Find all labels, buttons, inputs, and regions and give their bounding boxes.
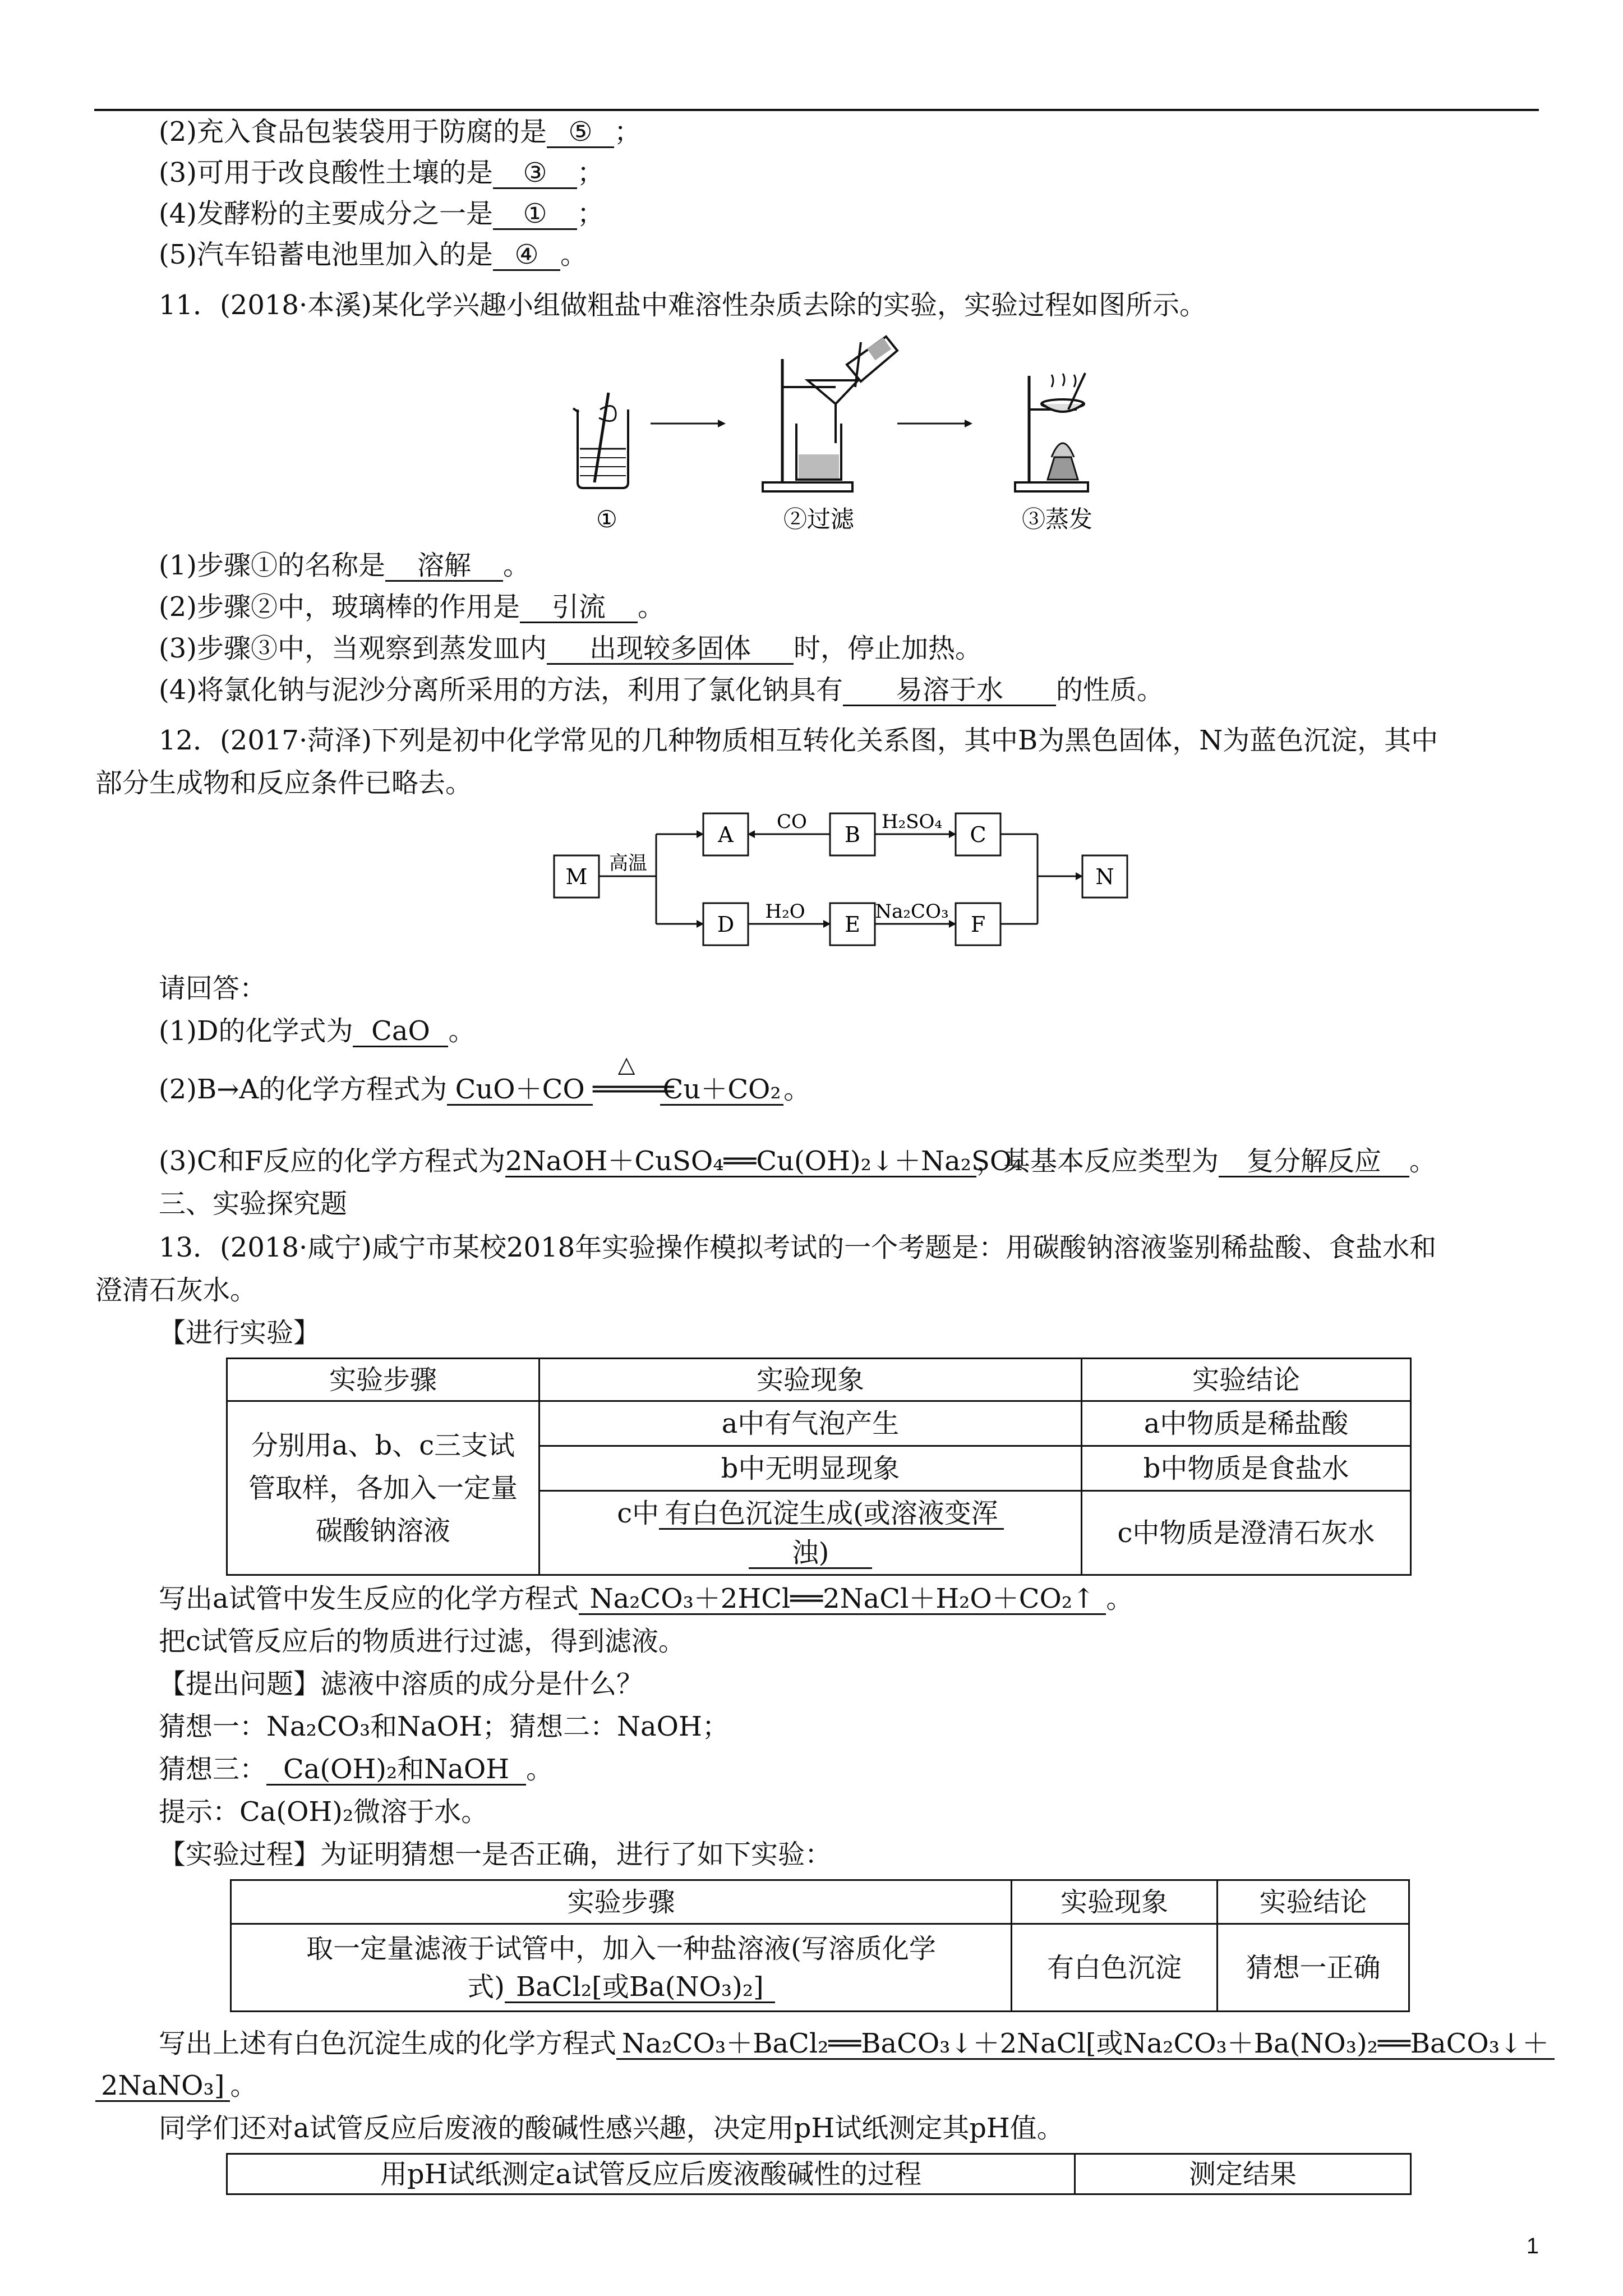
evaporation-stand-icon xyxy=(1015,373,1088,491)
t2-step-cell: 取一定量滤液于试管中，加入一种盐溶液(写溶质化学 式) BaCl₂[或Ba(NO₃)₂] xyxy=(231,1924,1012,2012)
q11-line1: (1)步骤①的名称是 溶解 。 xyxy=(159,550,531,581)
edge-label-gaowen: 高温 xyxy=(609,852,647,875)
edge-label-na2co3: Na₂CO₃ xyxy=(875,900,949,923)
q12-answer-3: 2NaOH＋CuSO₄══Cu(OH)₂↓＋Na₂SO₄ xyxy=(505,1145,1023,1177)
q12-ask: 请回答： xyxy=(159,973,267,1004)
t2-header-step: 实验步骤 xyxy=(231,1880,1012,1924)
header-rule xyxy=(94,109,1539,111)
q11-answer-1: 溶解 xyxy=(385,551,503,582)
t1-concl-b: b中物质是食盐水 xyxy=(1082,1446,1411,1491)
q13-guess-1-2: 猜想一：Na₂CO₃和NaOH；猜想二：NaOH； xyxy=(159,1711,729,1742)
t1-header-step: 实验步骤 xyxy=(227,1359,540,1401)
q12-answer-1: CaO xyxy=(353,1016,448,1047)
q12-answer-2b: Cu＋CO₂ xyxy=(660,1075,783,1106)
label-a: A xyxy=(718,822,734,847)
q13-eq-b-line1: 写出上述有白色沉淀生成的化学方程式 Na₂CO₃＋BaCl₂══BaCO₃↓＋2NaCl[或Na₂CO₃＋Ba(NO₃)₂══BaCO₃↓＋ xyxy=(159,2027,1555,2060)
filter-stand-icon xyxy=(763,337,897,491)
q13-table-2 xyxy=(230,1879,1410,2012)
q12-answer-2a: CuO＋CO xyxy=(447,1075,593,1106)
q11-answer-3: 出现较多固体 xyxy=(547,634,794,665)
q13-answer-eq-b-2: 2NaNO₃] xyxy=(95,2071,230,2102)
edge-label-h2so4: H₂SO₄ xyxy=(881,811,943,833)
t2-answer-step: BaCl₂[或Ba(NO₃)₂] xyxy=(505,1972,775,2003)
fig-label-3: ③蒸发 xyxy=(1021,505,1093,533)
label-f: F xyxy=(970,912,986,937)
t1-step-cell: 分别用a、b、c三支试 管取样，各加入一定量 碳酸钠溶液 xyxy=(227,1401,540,1575)
q13-heading-experiment: 【进行实验】 xyxy=(159,1317,321,1349)
q10-answer-2: ⑤ xyxy=(547,117,614,148)
q13-answer-eq-b-1: Na₂CO₃＋BaCl₂══BaCO₃↓＋2NaCl[或Na₂CO₃＋Ba(NO₃)₂══BaCO₃↓＋ xyxy=(616,2029,1555,2060)
q11-line3: (3)步骤③中，当观察到蒸发皿内 出现较多固体 时，停止加热。 xyxy=(159,633,983,664)
q11-stem: 11．(2018·本溪)某化学兴趣小组做粗盐中难溶性杂质去除的实验，实验过程如图所示。 xyxy=(159,289,1206,321)
q10-line3: (3)可用于改良酸性土壤的是 ③ ； xyxy=(159,157,605,188)
q13-eq-b-line2: 2NaNO₃] 。 xyxy=(95,2069,257,2102)
q13-guess-3: 猜想三： Ca(OH)₂和NaOH 。 xyxy=(159,1754,554,1785)
q10-answer-3: ③ xyxy=(493,158,577,189)
q10-line4: (4)发酵粉的主要成分之一是 ① ； xyxy=(159,198,605,229)
q11-line2: (2)步骤②中，玻璃棒的作用是 引流 。 xyxy=(159,591,665,623)
q13-process: 【实验过程】为证明猜想一是否正确，进行了如下实验： xyxy=(159,1839,832,1870)
q13-answer-eq-a: Na₂CO₃＋2HCl══2NaCl＋H₂O＋CO₂↑ xyxy=(579,1584,1106,1615)
q10-line5: (5)汽车铅蓄电池里加入的是 ④ 。 xyxy=(159,239,588,270)
label-c: C xyxy=(970,822,986,847)
q13-question: 【提出问题】滤液中溶质的成分是什么？ xyxy=(159,1668,644,1700)
label-d: D xyxy=(717,912,735,937)
t1-concl-c: c中物质是澄清石灰水 xyxy=(1082,1491,1411,1575)
edge-label-co: CO xyxy=(777,811,807,833)
edge-label-h2o: H₂O xyxy=(765,900,805,923)
t1-concl-a: a中物质是稀盐酸 xyxy=(1082,1401,1411,1446)
label-n: N xyxy=(1095,864,1114,889)
q13-answer-guess3: Ca(OH)₂和NaOH xyxy=(266,1755,526,1786)
q13-ph: 同学们还对a试管反应后废液的酸碱性感兴趣，决定用pH试纸测定其pH值。 xyxy=(159,2113,1064,2144)
q13-stem-1: 13．(2018·咸宁)咸宁市某校2018年实验操作模拟考试的一个考题是：用碳酸钠溶液鉴别稀盐酸、食盐水和 xyxy=(159,1232,1437,1263)
label-e: E xyxy=(845,912,860,937)
q12-answer-3b: 复分解反应 xyxy=(1219,1147,1409,1177)
fig-label-2: ②过滤 xyxy=(783,505,855,533)
page-number: 1 xyxy=(1526,2234,1539,2258)
label-m: M xyxy=(565,864,588,889)
t3-header-process: 用pH试纸测定a试管反应后废液酸碱性的过程 xyxy=(227,2154,1075,2194)
label-b: B xyxy=(845,822,860,847)
q12-line1: (1)D的化学式为 CaO 。 xyxy=(159,1015,476,1047)
t1-phen-a: a中有气泡产生 xyxy=(540,1401,1082,1446)
q12-line3: (3)C和F反应的化学方程式为2NaOH＋CuSO₄══Cu(OH)₂↓＋Na₂SO₄，其基本反应类型为 复分解反应 。 xyxy=(159,1145,1437,1177)
q11-figure xyxy=(555,320,1127,533)
t1-answer-c: 有白色沉淀生成(或溶液变浑 xyxy=(659,1499,1004,1530)
q11-answer-2: 引流 xyxy=(520,592,638,623)
q10-line2: (2)充入食品包装袋用于防腐的是 ⑤ ； xyxy=(159,116,642,148)
q10-answer-4: ① xyxy=(493,199,577,230)
q12-diagram xyxy=(550,808,1150,959)
t1-phen-c: c中 有白色沉淀生成(或溶液变浑 浊) xyxy=(540,1491,1082,1575)
q13-hint: 提示：Ca(OH)₂微溶于水。 xyxy=(159,1796,488,1828)
q12-stem-2: 部分生成物和反应条件已略去。 xyxy=(95,767,473,799)
section-3-heading: 三、实验探究题 xyxy=(159,1188,348,1220)
q11-answer-4: 易溶于水 xyxy=(843,675,1056,706)
q11-line4: (4)将氯化钠与泥沙分离所采用的方法，利用了氯化钠具有 易溶于水 的性质。 xyxy=(159,674,1164,706)
q13-table-1 xyxy=(226,1358,1412,1576)
t3-header-result: 测定结果 xyxy=(1075,2154,1411,2194)
q13-eq-a: 写出a试管中发生反应的化学方程式 Na₂CO₃＋2HCl══2NaCl＋H₂O＋CO₂↑ 。 xyxy=(159,1583,1133,1614)
beaker-icon xyxy=(573,393,628,488)
t1-phen-b: b中无明显现象 xyxy=(540,1446,1082,1491)
t2-header-phenomenon: 实验现象 xyxy=(1012,1880,1218,1924)
q13-stem-2: 澄清石灰水。 xyxy=(95,1274,257,1306)
q13-filter: 把c试管反应后的物质进行过滤，得到滤液。 xyxy=(159,1626,685,1657)
fig-label-1: ① xyxy=(596,505,617,533)
q10-answer-5: ④ xyxy=(493,240,560,271)
t2-conclusion: 猜想一正确 xyxy=(1218,1924,1409,2012)
q12-line2: (2)B→A的化学方程式为 CuO＋CO △ ═════Cu＋CO₂。 xyxy=(159,1052,811,1105)
q12-stem-1: 12．(2017·菏泽)下列是初中化学常见的几种物质相互转化关系图，其中B为黑色固体，N为蓝色沉淀，其中 xyxy=(159,725,1438,756)
t2-phenomenon: 有白色沉淀 xyxy=(1012,1924,1218,2012)
q13-table-3 xyxy=(226,2153,1412,2195)
heat-condition: △ ═════ xyxy=(593,1052,674,1105)
t1-header-conclusion: 实验结论 xyxy=(1082,1359,1411,1401)
t1-header-phenomenon: 实验现象 xyxy=(540,1359,1082,1401)
t2-header-conclusion: 实验结论 xyxy=(1218,1880,1409,1924)
